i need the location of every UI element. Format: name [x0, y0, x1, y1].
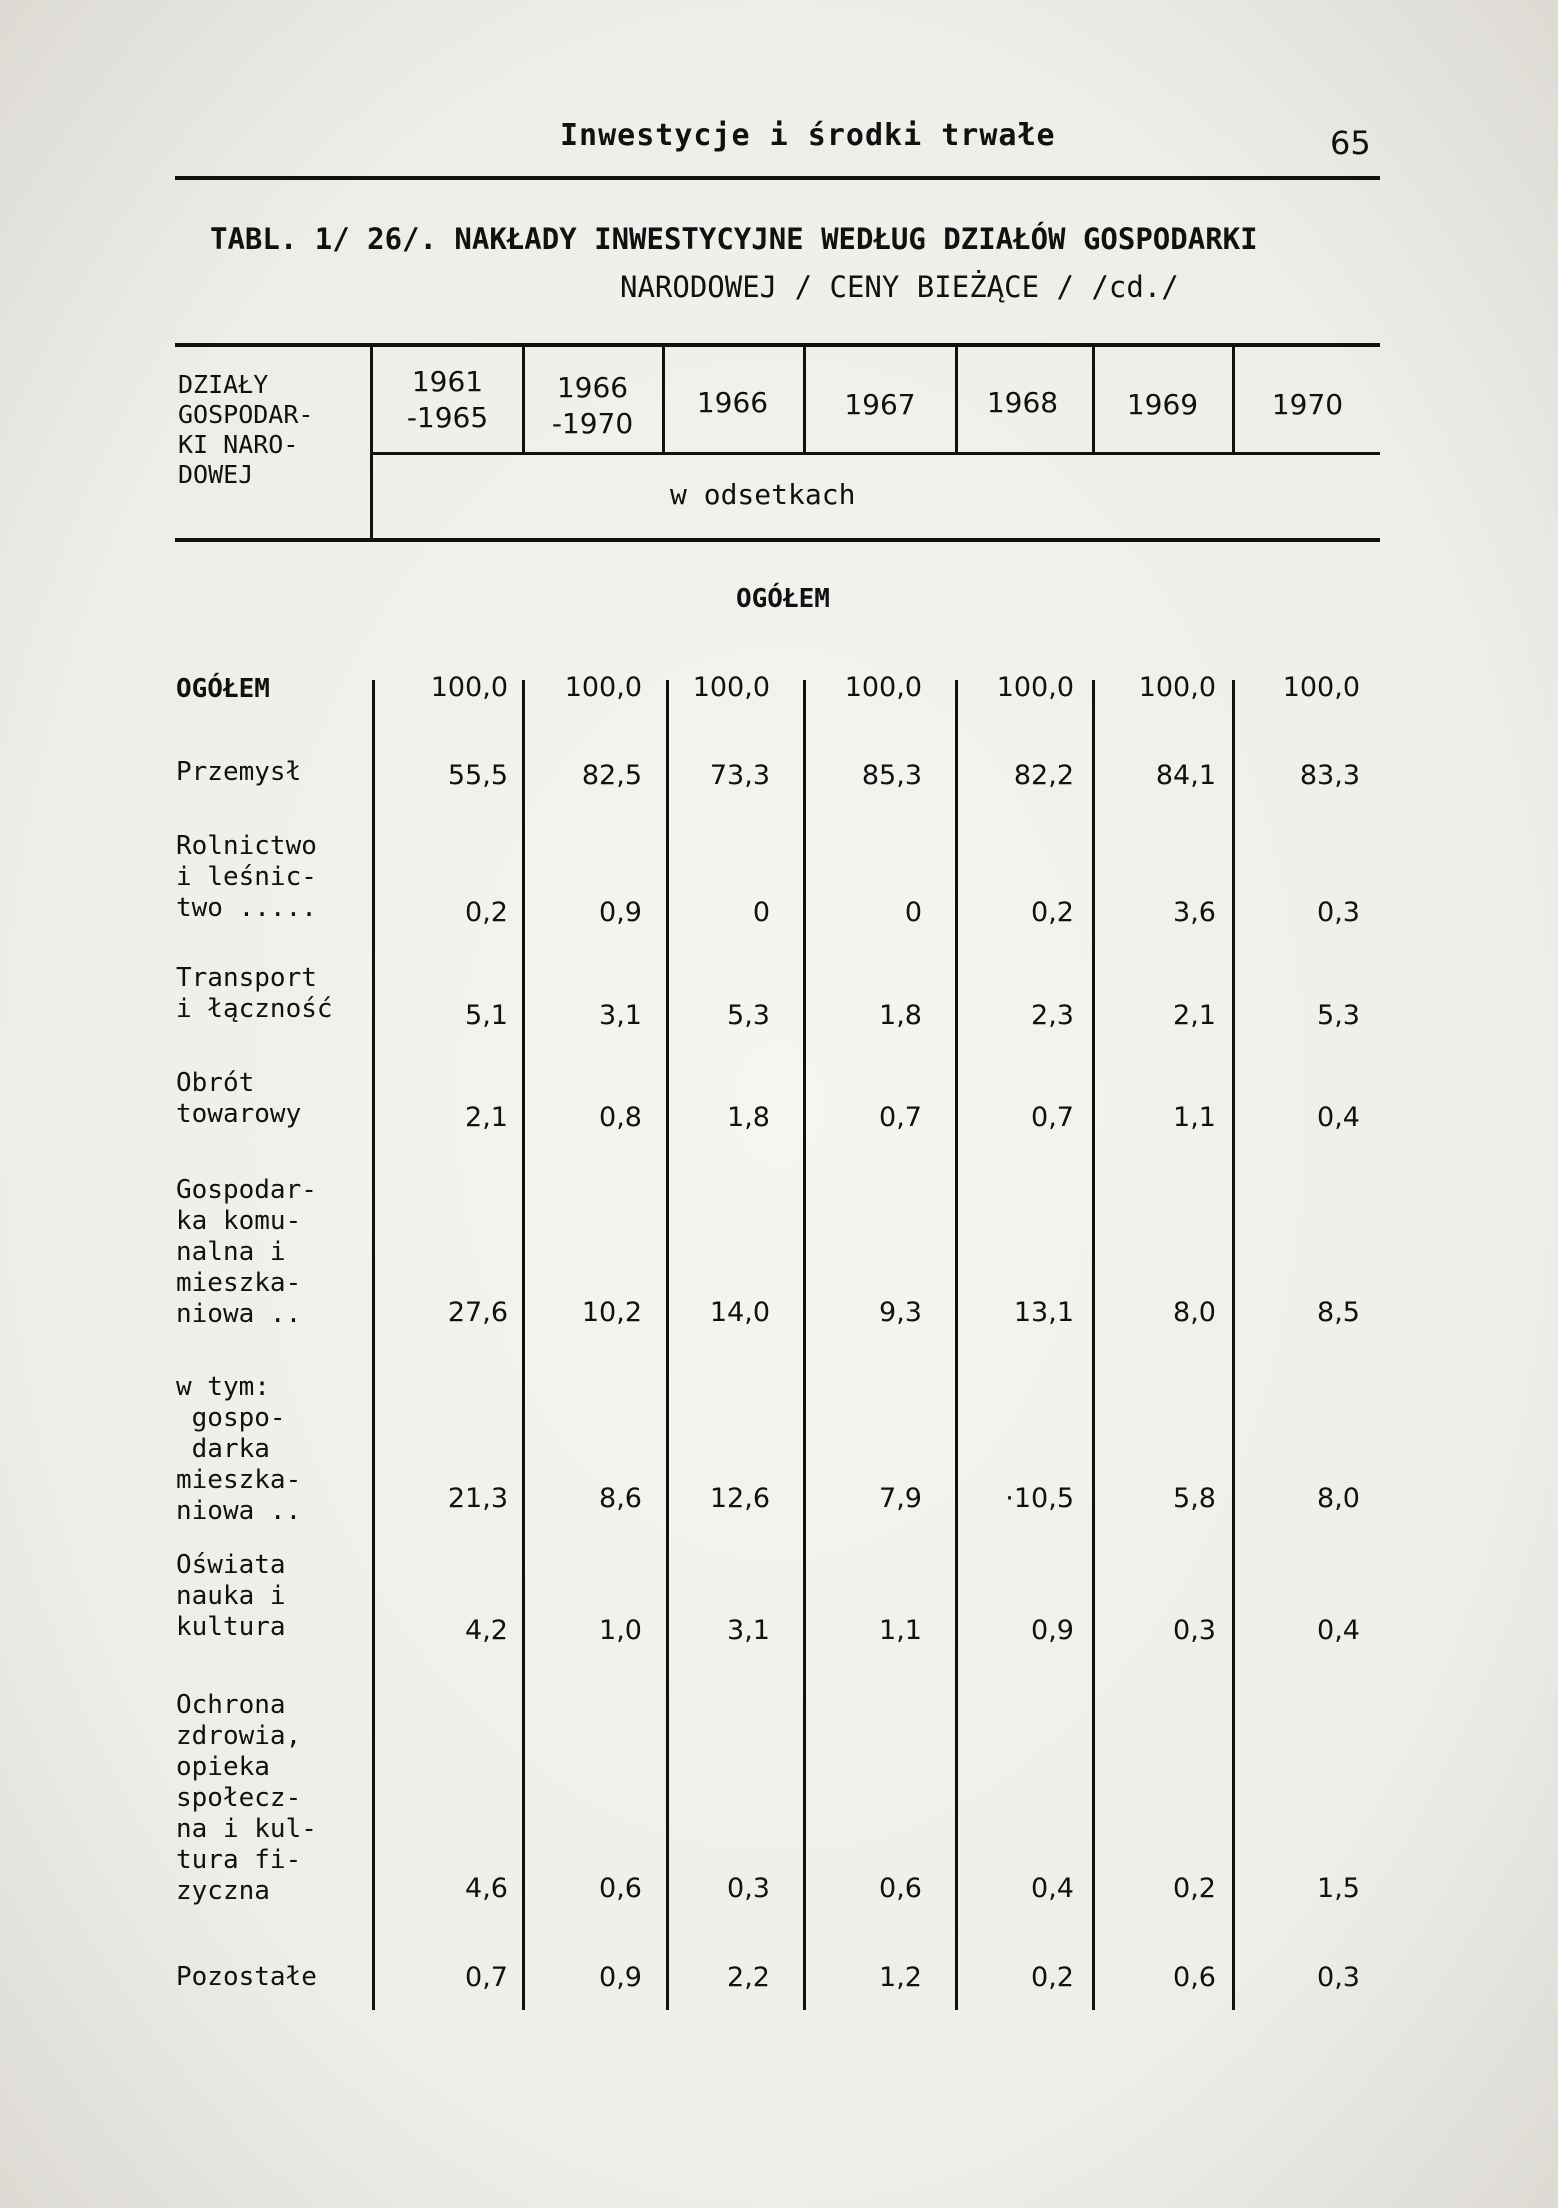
- row-label: Ochrona zdrowia, opieka społecz- na i kul- tura fi- zyczna: [176, 1690, 317, 1906]
- row-header-label: DZIAŁY GOSPODAR- KI NARO- DOWEJ: [178, 370, 314, 489]
- table-cell: 10,2: [581, 1297, 642, 1328]
- table-cell: 1,2: [879, 1962, 922, 1993]
- column-header-1968: 1968: [986, 386, 1059, 419]
- body-col-divider: [522, 680, 525, 2010]
- table-cell: 0,7: [1031, 1102, 1074, 1133]
- column-header-1969: 1969: [1126, 388, 1199, 421]
- table-cell: 12,6: [709, 1483, 770, 1514]
- table-cell: 8,6: [599, 1483, 642, 1514]
- table-cell: 2,1: [1173, 1000, 1216, 1031]
- table-cell: 83,3: [1299, 760, 1360, 791]
- table-cell: ·10,5: [1005, 1483, 1074, 1514]
- table-cell: 100,0: [430, 672, 508, 703]
- column-header-1967: 1967: [844, 388, 916, 421]
- header-col-divider: [1092, 343, 1095, 454]
- table-cell: 7,9: [879, 1483, 922, 1514]
- table-cell: 0,4: [1317, 1615, 1360, 1646]
- table-cell: 27,6: [447, 1297, 508, 1328]
- table-cell: 55,5: [447, 760, 508, 791]
- table-cell: 2,3: [1031, 1000, 1074, 1031]
- row-label: Oświata nauka i kultura: [176, 1550, 286, 1642]
- table-cell: 84,1: [1155, 760, 1216, 791]
- table-cell: 0,2: [465, 897, 508, 928]
- table-cell: 0,9: [599, 897, 642, 928]
- table-cell: 1,8: [727, 1102, 770, 1133]
- table-cell: 0: [904, 897, 922, 928]
- table-cell: 1,8: [879, 1000, 922, 1031]
- table-top-rule: [175, 343, 1380, 347]
- row-label: Przemysł: [176, 757, 302, 787]
- table-cell: 0,3: [1173, 1615, 1216, 1646]
- table-cell: 0,9: [1031, 1615, 1074, 1646]
- table-cell: 0,8: [599, 1102, 642, 1133]
- table-cell: 82,5: [581, 760, 642, 791]
- table-cell: 8,5: [1317, 1297, 1360, 1328]
- body-label-divider: [372, 680, 375, 2010]
- table-cell: 100,0: [564, 672, 642, 703]
- table-cell: 13,1: [1013, 1297, 1074, 1328]
- header-label-divider: [370, 343, 373, 542]
- body-col-divider: [803, 680, 806, 2010]
- table-cell: 0,7: [879, 1102, 922, 1133]
- table-cell: 0,9: [599, 1962, 642, 1993]
- table-cell: 4,6: [465, 1873, 508, 1904]
- table-cell: 4,2: [465, 1615, 508, 1646]
- header-col-divider: [955, 343, 958, 454]
- table-title-line1: TABL. 1/ 26/. NAKŁADY INWESTYCYJNE WEDŁUG DZIAŁÓW GOSPODARKI: [210, 222, 1258, 256]
- row-label: Obrót towarowy: [176, 1068, 302, 1129]
- row-label: OGÓŁEM: [176, 674, 270, 704]
- body-col-divider: [955, 680, 958, 2010]
- header-bottom-rule: [175, 538, 1380, 542]
- column-header-1961-1965: 1961 -1965: [406, 365, 489, 434]
- table-cell: 5,1: [465, 1000, 508, 1031]
- header-col-divider: [522, 343, 525, 454]
- body-col-divider: [1092, 680, 1095, 2010]
- body-col-divider: [1232, 680, 1235, 2010]
- table-cell: 2,2: [727, 1962, 770, 1993]
- table-cell: 5,3: [1317, 1000, 1360, 1031]
- table-cell: 2,1: [465, 1102, 508, 1133]
- section-title: OGÓŁEM: [736, 584, 830, 614]
- table-cell: 5,3: [727, 1000, 770, 1031]
- row-label: Pozostałe: [176, 1962, 317, 1992]
- table-cell: 0,7: [465, 1962, 508, 1993]
- table-cell: 0,2: [1173, 1873, 1216, 1904]
- table-cell: 100,0: [996, 672, 1074, 703]
- table-cell: 100,0: [692, 672, 770, 703]
- table-cell: 0,4: [1317, 1102, 1360, 1133]
- table-cell: 8,0: [1173, 1297, 1216, 1328]
- column-header-1966: 1966: [696, 386, 769, 419]
- row-label: Transport i łączność: [176, 963, 333, 1024]
- table-cell: 100,0: [844, 672, 922, 703]
- header-col-divider: [1232, 343, 1235, 454]
- table-cell: 0,2: [1031, 897, 1074, 928]
- unit-label: w odsetkach: [670, 478, 856, 511]
- header-col-divider: [662, 343, 665, 454]
- table-cell: 8,0: [1317, 1483, 1360, 1514]
- table-cell: 0,3: [1317, 897, 1360, 928]
- header-rule: [175, 176, 1380, 180]
- table-cell: 1,1: [879, 1615, 922, 1646]
- body-col-divider: [666, 680, 669, 2010]
- table-cell: 100,0: [1282, 672, 1360, 703]
- table-cell: 100,0: [1138, 672, 1216, 703]
- row-label: Gospodar- ka komu- nalna i mieszka- niowa ..: [176, 1175, 317, 1329]
- table-cell: 1,5: [1317, 1873, 1360, 1904]
- table-cell: 73,3: [709, 760, 770, 791]
- table-cell: 5,8: [1173, 1483, 1216, 1514]
- page-number: 65: [1330, 124, 1371, 162]
- table-cell: 0,6: [599, 1873, 642, 1904]
- row-label: w tym: gospo- darka mieszka- niowa ..: [176, 1372, 302, 1526]
- table-cell: 3,6: [1173, 897, 1216, 928]
- table-cell: 14,0: [709, 1297, 770, 1328]
- running-head: Inwestycje i środki trwałe: [560, 118, 1056, 153]
- table-cell: 1,0: [599, 1615, 642, 1646]
- column-header-1966-1970: 1966 -1970: [551, 371, 634, 440]
- table-cell: 0,2: [1031, 1962, 1074, 1993]
- table-cell: 1,1: [1173, 1102, 1216, 1133]
- table-cell: 0,6: [1173, 1962, 1216, 1993]
- table-cell: 0,3: [727, 1873, 770, 1904]
- table-cell: 0: [752, 897, 770, 928]
- table-cell: 0,6: [879, 1873, 922, 1904]
- row-label: Rolnictwo i leśnic- two .....: [176, 831, 317, 923]
- table-cell: 9,3: [879, 1297, 922, 1328]
- table-cell: 21,3: [447, 1483, 508, 1514]
- table-cell: 85,3: [861, 760, 922, 791]
- table-cell: 3,1: [727, 1615, 770, 1646]
- table-cell: 3,1: [599, 1000, 642, 1031]
- column-header-1970: 1970: [1271, 388, 1344, 421]
- table-cell: 0,3: [1317, 1962, 1360, 1993]
- table-title-line2: NARODOWEJ / CENY BIEŻĄCE / /cd./: [620, 270, 1179, 304]
- table-cell: 82,2: [1013, 760, 1074, 791]
- table-cell: 0,4: [1031, 1873, 1074, 1904]
- header-col-divider: [803, 343, 806, 454]
